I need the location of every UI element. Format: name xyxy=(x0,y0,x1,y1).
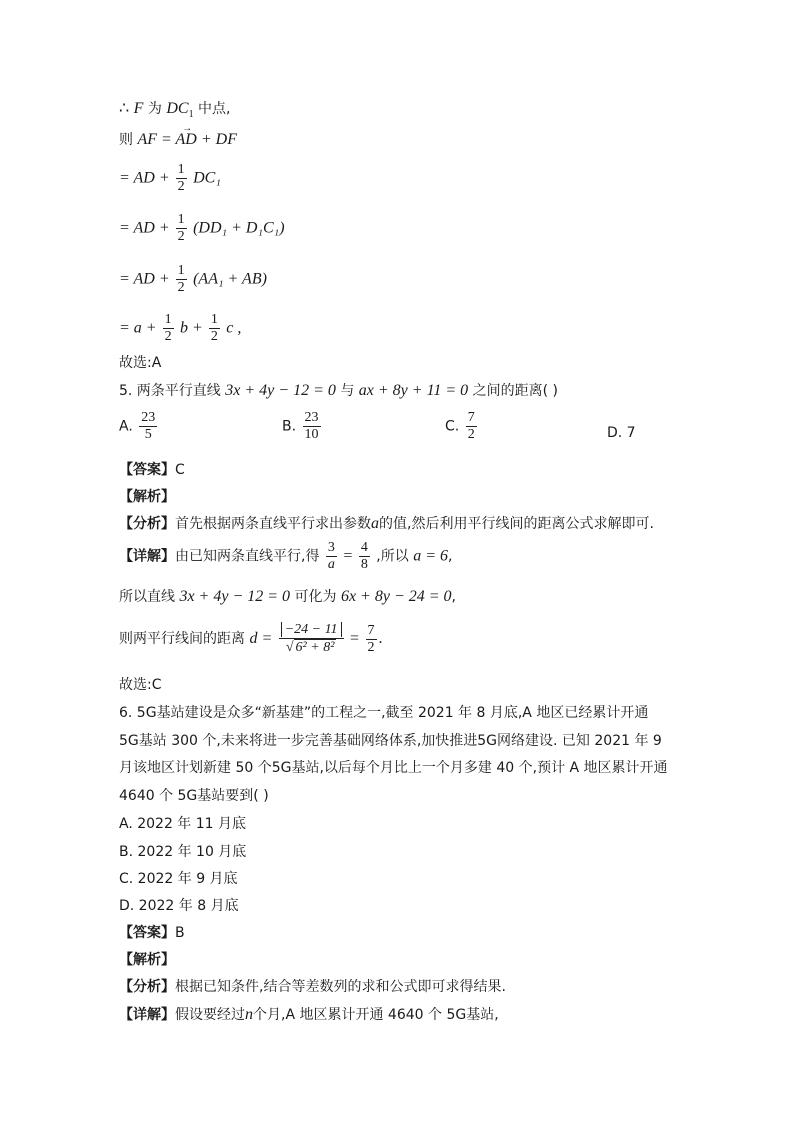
derivation-line-1: ∴ F 为 $DC_1$ 中点, xyxy=(119,100,231,120)
q6-fenxi: 【分析】根据已知条件,结合等差数列的求和公式即可求得结果. xyxy=(119,979,506,995)
q6-stem-4: 4640 个 5G基站要到( ) xyxy=(119,788,269,804)
q5-option-a: A. $\frac{23}{5}$ xyxy=(119,410,156,442)
derivation-line-2: 则 → AF = AD + DF xyxy=(119,131,237,149)
q6-stem-2: 5G基站 300 个,未来将进一步完善基础网络体系,加快推进5G网络建设. 已知 2021 年 9 xyxy=(119,733,662,749)
q6-xiangjie: 【详解】假设要经过n个月,A 地区累计开通 4640 个 5G基站, xyxy=(119,1006,499,1023)
answer-line-1: 故选:A xyxy=(119,355,162,371)
q6-option-b: B. 2022 年 10 月底 xyxy=(119,844,247,860)
q6-stem-1: 6. 5G基站建设是众多“新基建”的工程之一,截至 2021 年 8 月底,A 地区已经累计开通 xyxy=(119,705,649,721)
q5-option-b: B. $\frac{23}{10}$ xyxy=(282,410,319,442)
derivation-line-6: = a + $\frac{1}{2}$ b + $\frac{1}{2}$ c , xyxy=(119,312,242,344)
derivation-line-5: = AD + $\frac{1}{2}$ (AA₁ + AB) xyxy=(119,263,267,295)
q5-xiangjie-1: 【详解】由已知两条直线平行,得 $\frac{3}{a}$ = $\frac{4}{8}$ ,所以 a = 6, xyxy=(119,540,453,572)
derivation-line-3: = AD + $\frac{1}{2}$ DC₁ xyxy=(119,162,221,194)
q5-jiexi: 【解析】 xyxy=(119,489,175,505)
q5-answer-2: 故选:C xyxy=(119,677,162,693)
q6-stem-3: 月该地区计划新建 50 个5G基站,以后每个月比上一个月多建 40 个,预计 A 地区累计开通 xyxy=(119,760,668,776)
q5-option-c: C. $\frac{7}{2}$ xyxy=(445,410,475,442)
q6-jiexi: 【解析】 xyxy=(119,952,175,968)
q6-option-c: C. 2022 年 9 月底 xyxy=(119,871,238,887)
q6-answer: 【答案】B xyxy=(119,925,185,941)
q5-fenxi: 【分析】首先根据两条直线平行求出参数a的值,然后利用平行线间的距离公式求解即可. xyxy=(119,515,654,532)
q6-option-d: D. 2022 年 8 月底 xyxy=(119,898,239,914)
q5-xiangjie-2: 所以直线 3x + 4y − 12 = 0 可化为 6x + 8y − 24 = 0, xyxy=(119,588,456,605)
q5-stem: 5. 两条平行直线 3x + 4y − 12 = 0 与 ax + 8y + 11 = 0 之间的距离( ) xyxy=(119,382,558,399)
q6-option-a: A. 2022 年 11 月底 xyxy=(119,816,247,832)
q5-option-d: D. 7 xyxy=(607,425,636,441)
q5-answer: 【答案】C xyxy=(119,462,185,478)
q5-xiangjie-3: 则两平行线间的距离 d = $\frac{-24 - 11}{\text{√ 6² + 8²}}$ = $\frac{7}{2}$ . xyxy=(119,622,383,655)
derivation-line-4: = AD + $\frac{1}{2}$ (DD₁ + D₁C₁) xyxy=(119,212,285,244)
